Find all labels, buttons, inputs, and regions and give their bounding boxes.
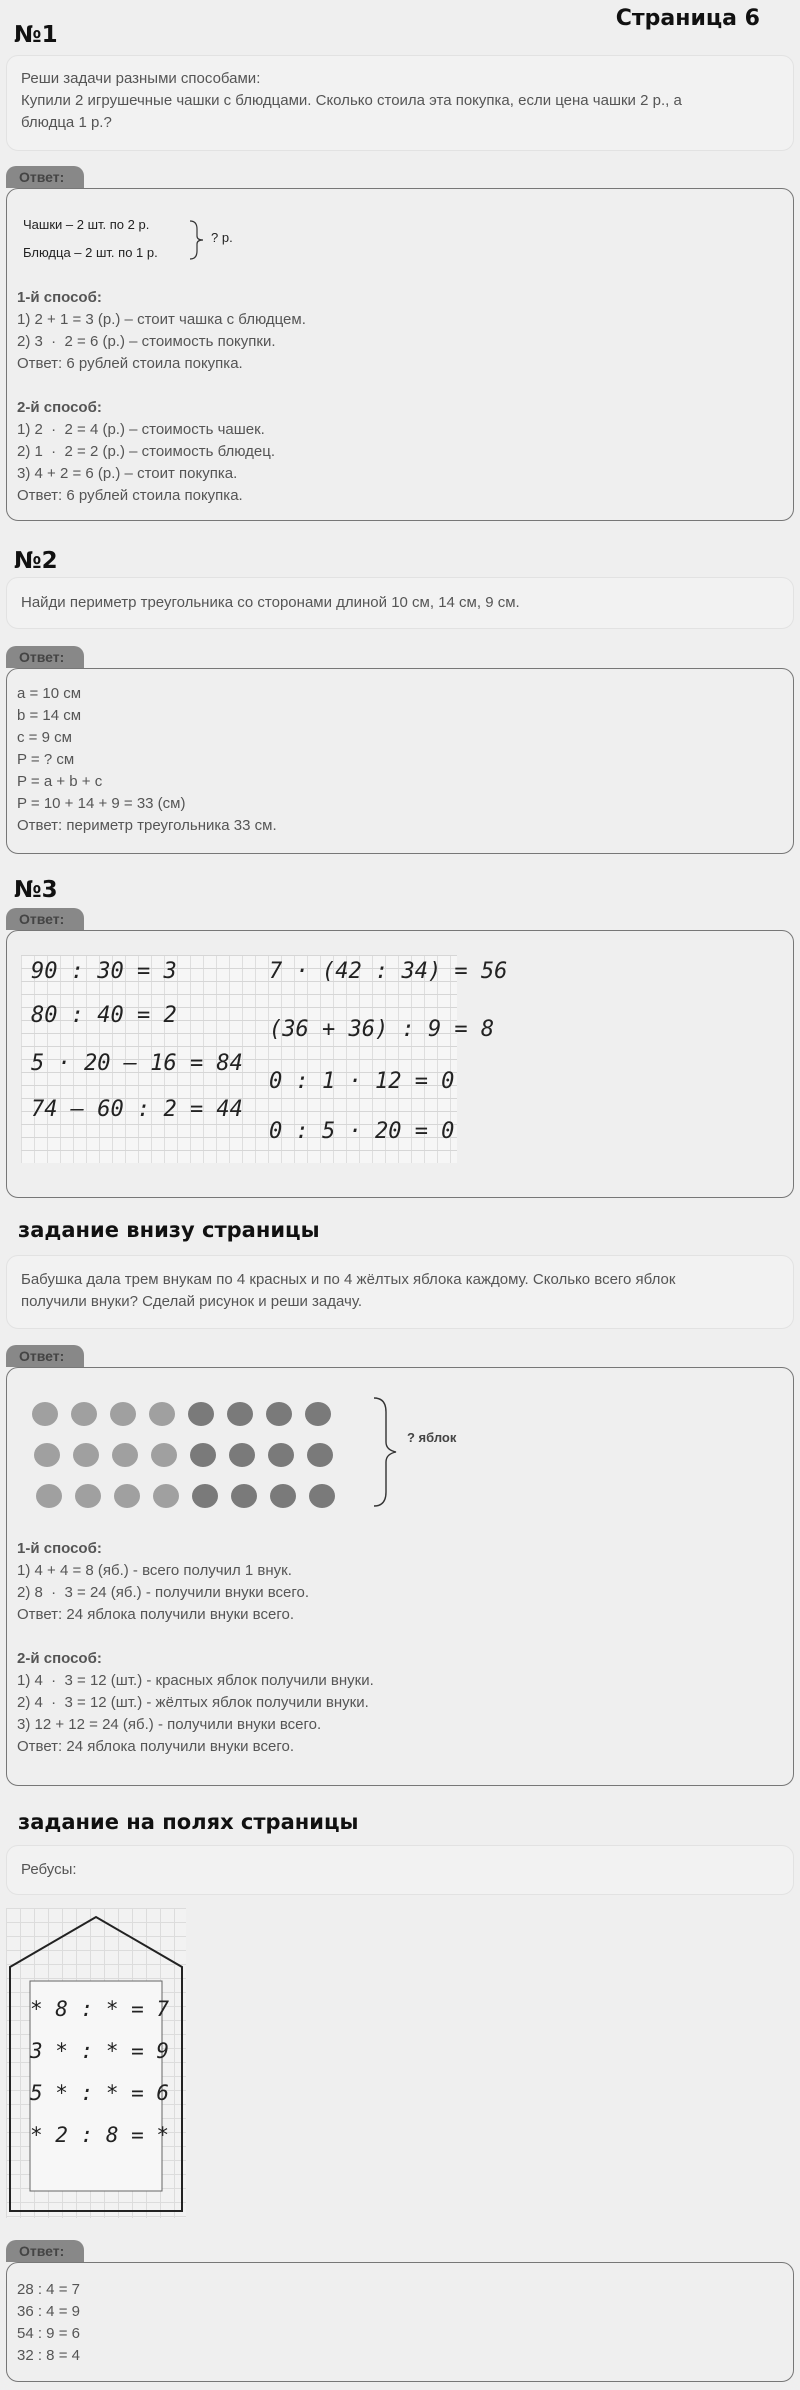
task2-number: №2 [14, 548, 58, 574]
solution-line: 2) 3 · 2 = 6 (р.) – стоимость покупки. [17, 333, 276, 350]
task2-answer [6, 668, 794, 854]
solution-line: 2) 1 · 2 = 2 (р.) – стоимость блюдец. [17, 443, 276, 460]
solution-line: P = ? см [17, 751, 75, 768]
handwritten-equation: 74 – 60 : 2 = 44 [31, 1097, 243, 1122]
apple-icon [270, 1484, 296, 1508]
task1-answer [6, 188, 794, 521]
brace-icon [187, 219, 207, 261]
method-title: 1-й способ: [17, 289, 102, 306]
rebus-row: 3 * : * = 9 [30, 2039, 170, 2063]
task1-text-line: блюдца 1 р.? [21, 114, 112, 131]
apple-icon [266, 1402, 292, 1426]
solution-line: P = 10 + 14 + 9 = 33 (см) [17, 795, 186, 812]
task1-text-line: Реши задачи разными способами: [21, 70, 261, 87]
answer-tab: Ответ: [6, 1345, 84, 1367]
apple-icon [151, 1443, 177, 1467]
scheme-row: Блюдца – 2 шт. по 1 р. [23, 245, 158, 260]
task4-text-line: получили внуки? Сделай рисунок и реши задачу. [21, 1293, 363, 1310]
apple-icon [307, 1443, 333, 1467]
task1-number: №1 [14, 22, 58, 48]
method-title: 2-й способ: [17, 399, 102, 416]
solution-line: Ответ: 24 яблока получили внуки всего. [17, 1606, 294, 1623]
method-title: 2-й способ: [17, 1650, 102, 1667]
method-title: 1-й способ: [17, 1540, 102, 1557]
apple-icon [149, 1402, 175, 1426]
apple-icon [229, 1443, 255, 1467]
rebus-equations [30, 1997, 170, 2165]
task4-text-line: Бабушка дала трем внукам по 4 красных и по 4 жёлтых яблока каждому. Сколько всего яблок [21, 1271, 676, 1288]
brace-icon [372, 1392, 402, 1512]
rebus-row: * 8 : * = 7 [30, 1997, 170, 2021]
task1-text [6, 55, 794, 151]
apple-icon [114, 1484, 140, 1508]
task1-scheme [17, 199, 783, 287]
task2-text-line: Найди периметр треугольника со сторонами длиной 10 см, 14 см, 9 см. [21, 594, 520, 611]
page-title: Страница 6 [615, 6, 760, 31]
section-heading: задание внизу страницы [18, 1218, 320, 1242]
solution-line: 36 : 4 = 9 [17, 2303, 80, 2320]
solution-line: 3) 12 + 12 = 24 (яб.) - получили внуки всего. [17, 1716, 322, 1733]
solution-line: 2) 4 · 3 = 12 (шт.) - жёлтых яблок получили внуки. [17, 1694, 369, 1711]
solution-line: 1) 2 + 1 = 3 (р.) – стоит чашка с блюдцем. [17, 311, 306, 328]
handwritten-equation: (36 + 36) : 9 = 8 [269, 1017, 495, 1042]
task2-text [6, 577, 794, 629]
solution-line: 2) 8 · 3 = 24 (яб.) - получили внуки всего. [17, 1584, 310, 1601]
apple-icon [153, 1484, 179, 1508]
solution-line: c = 9 см [17, 729, 72, 746]
solution-line: 1) 2 · 2 = 4 (р.) – стоимость чашек. [17, 421, 265, 438]
apple-icon [227, 1402, 253, 1426]
solution-line: 32 : 8 = 4 [17, 2347, 80, 2364]
task5-answer [6, 2262, 794, 2382]
apple-icon [188, 1402, 214, 1426]
solution-line: 3) 4 + 2 = 6 (р.) – стоит покупка. [17, 465, 238, 482]
handwritten-equation: 7 · (42 : 34) = 56 [269, 959, 508, 984]
task4-text [6, 1255, 794, 1329]
apple-icon [112, 1443, 138, 1467]
solution-line: 54 : 9 = 6 [17, 2325, 80, 2342]
handwritten-equation: 90 : 30 = 3 [31, 959, 177, 984]
handwritten-equation: 0 : 1 · 12 = 0 [269, 1069, 455, 1094]
solution-line: Ответ: периметр треугольника 33 см. [17, 817, 277, 834]
solution-line: 1) 4 + 4 = 8 (яб.) - всего получил 1 внук. [17, 1562, 292, 1579]
rebus-row: 5 * : * = 6 [30, 2081, 170, 2105]
task5-text [6, 1845, 794, 1895]
answer-tab: Ответ: [6, 646, 84, 668]
task3-answer [6, 930, 794, 1198]
apple-icon [110, 1402, 136, 1426]
scheme-question: ? р. [211, 230, 233, 245]
solution-line: 1) 4 · 3 = 12 (шт.) - красных яблок получили внуки. [17, 1672, 374, 1689]
apples-question: ? яблок [407, 1430, 457, 1445]
apple-icon [190, 1443, 216, 1467]
scheme-row: Чашки – 2 шт. по 2 р. [23, 217, 150, 232]
task4-answer [6, 1367, 794, 1786]
apple-icon [309, 1484, 335, 1508]
handwritten-equation: 0 : 5 · 20 = 0 [269, 1119, 455, 1144]
solution-line: 28 : 4 = 7 [17, 2281, 80, 2298]
solution-line: P = a + b + c [17, 773, 103, 790]
solution-line: Ответ: 24 яблока получили внуки всего. [17, 1738, 294, 1755]
apple-icon [73, 1443, 99, 1467]
handwritten-equation: 5 · 20 – 16 = 84 [31, 1051, 243, 1076]
apple-icon [36, 1484, 62, 1508]
apple-icon [71, 1402, 97, 1426]
apple-icon [34, 1443, 60, 1467]
apple-icon [192, 1484, 218, 1508]
rebus-row: * 2 : 8 = * [30, 2123, 170, 2147]
answer-tab: Ответ: [6, 908, 84, 930]
section-heading: задание на полях страницы [18, 1810, 359, 1834]
apple-icon [231, 1484, 257, 1508]
apple-icon [75, 1484, 101, 1508]
solution-line: b = 14 см [17, 707, 82, 724]
solution-line: Ответ: 6 рублей стоила покупка. [17, 487, 243, 504]
answer-tab: Ответ: [6, 166, 84, 188]
task1-text-line: Купили 2 игрушечные чашки с блюдцами. Сколько стоила эта покупка, если цена чашки 2 р., а [21, 92, 682, 109]
task5-text-line: Ребусы: [21, 1861, 77, 1878]
task3-number: №3 [14, 877, 58, 903]
apples-picture [17, 1378, 783, 1538]
handwritten-equation: 80 : 40 = 2 [31, 1003, 177, 1028]
apple-icon [32, 1402, 58, 1426]
solution-line: a = 10 см [17, 685, 82, 702]
apples-drawing [27, 1398, 387, 1518]
apple-icon [305, 1402, 331, 1426]
apple-icon [268, 1443, 294, 1467]
answer-tab: Ответ: [6, 2240, 84, 2262]
solution-line: Ответ: 6 рублей стоила покупка. [17, 355, 243, 372]
